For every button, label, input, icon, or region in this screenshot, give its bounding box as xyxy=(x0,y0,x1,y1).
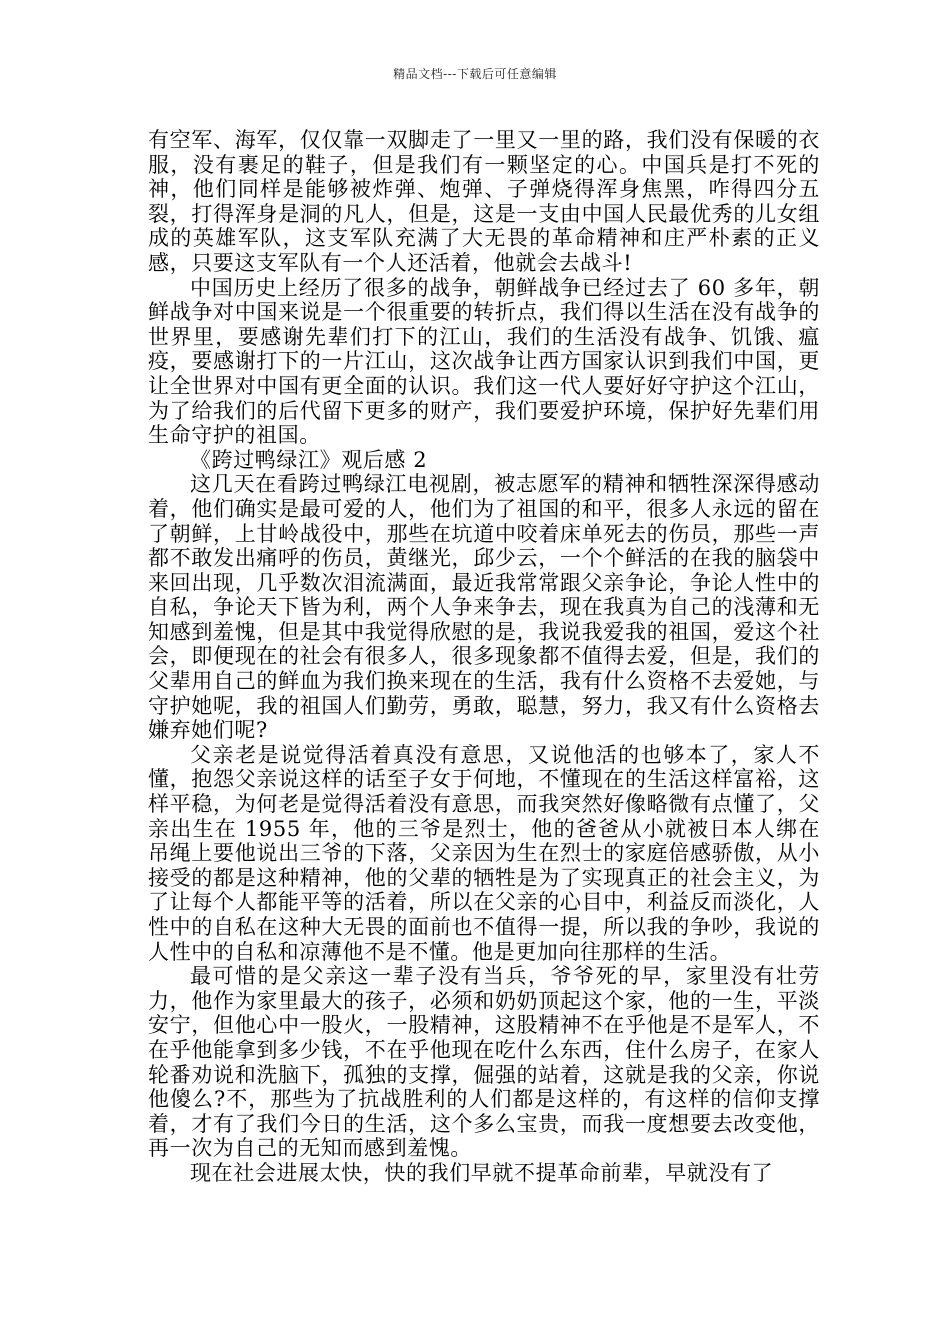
paragraph: 现在社会进展太快，快的我们早就不提革命前辈，早就没有了 xyxy=(190,1160,774,1185)
paragraph: 中国历史上经历了很多的战争，朝鲜战争已经过去了 60 多年，朝鲜战争对中国来说是一个很重要的转折点，我们得以生活在没有战争的世界里，要感谢先辈们打下的江山，我们的生活没有战争、饥饿、瘟疫，要感谢打下的一片江山，这次战争让西方国家认识到我们中国，更让全世界对中国有更全面的认识。我们这一代人要好好守护这个江山，为了给我们的后代留下更多的财产，我们要爱护环境，保护好先辈们用生命守护的祖国。 xyxy=(148,275,820,448)
paragraph-continued: 有空军、海军，仅仅靠一双脚走了一里又一里的路，我们没有保暖的衣服，没有裹足的鞋子，但是我们有一颗坚定的心。中国兵是打不死的神，他们同样是能够被炸弹、炮弹、子弹烧得浑身焦黑，咋得四分五裂，打得浑身是洞的凡人，但是，这是一支由中国人民最优秀的儿女组成的英雄军队，这支军队充满了大无畏的革命精神和庄严朴素的正义感，只要这支军队有一个人还活着，他就会去战斗! xyxy=(148,128,820,275)
paragraph: 这几天在看跨过鸭绿江电视剧，被志愿军的精神和牺牲深深得感动着，他们确实是最可爱的人，他们为了祖国的和平，很多人永远的留在了朝鲜，上甘岭战役中，那些在坑道中咬着床单死去的伤员，那些一声都不敢发出痛呼的伤员，黄继光，邱少云，一个个鲜活的在我的脑袋中来回出现，几乎数次泪流满面，最近我常常跟父亲争论，争论人性中的自私，争论天下皆为利，两个人争来争去，现在我真为自己的浅薄和无知感到羞愧，但是其中我觉得欣慰的是，我说我爱我的祖国，爱这个社会，即便现在的社会有很多人，很多现象都不值得去爱，但是，我们的父辈用自己的鲜血为我们换来现在的生活，我有什么资格不去爱她，与守护她呢，我的祖国人们勤劳，勇敢，聪慧，努力，我又有什么资格去嫌弃她们呢? xyxy=(148,472,820,743)
section-title: 《跨过鸭绿江》观后感 2 xyxy=(190,447,428,472)
page-header: 精品文档---下载后可任意编辑 xyxy=(393,67,557,81)
paragraph: 最可惜的是父亲这一辈子没有当兵，爷爷死的早，家里没有壮劳力，他作为家里最大的孩子，必须和奶奶顶起这个家，他的一生，平淡安宁，但他心中一股火，一股精神，这股精神不在乎他是不是军人，不在乎他能拿到多少钱，不在乎他现在吃什么东西，住什么房子，在家人轮番劝说和洗脑下，孤独的支撑，倔强的站着，这就是我的父亲，你说他傻么?不，那些为了抗战胜利的人们都是这样的，有这样的信仰支撑着，才有了我们今日的生活，这个多么宝贵，而我一度想要去改变他，再一次为自己的无知而感到羞愧。 xyxy=(148,964,820,1161)
paragraph: 父亲老是说觉得活着真没有意思，又说他活的也够本了，家人不懂，抱怨父亲说这样的话至子女于何地，不懂现在的生活这样富裕，这样平稳，为何老是觉得活着没有意思，而我突然好像略微有点懂了，父亲出生在 1955 年，他的三爷是烈士，他的爸爸从小就被日本人绑在吊绳上要他说出三爷的下落，父亲因为生在烈士的家庭倍感骄傲，从小接受的都是这种精神，他的父辈的牺牲是为了实现真正的社会主义，为了让每个人都能平等的活着，所以在父亲的心目中，利益反而淡化，人性中的自私在这种大无畏的面前也不值得一提，所以我的争吵，我说的人性中的自私和凉薄他不是不懂。他是更加向往那样的生活。 xyxy=(148,742,820,964)
document-body xyxy=(148,128,820,1186)
